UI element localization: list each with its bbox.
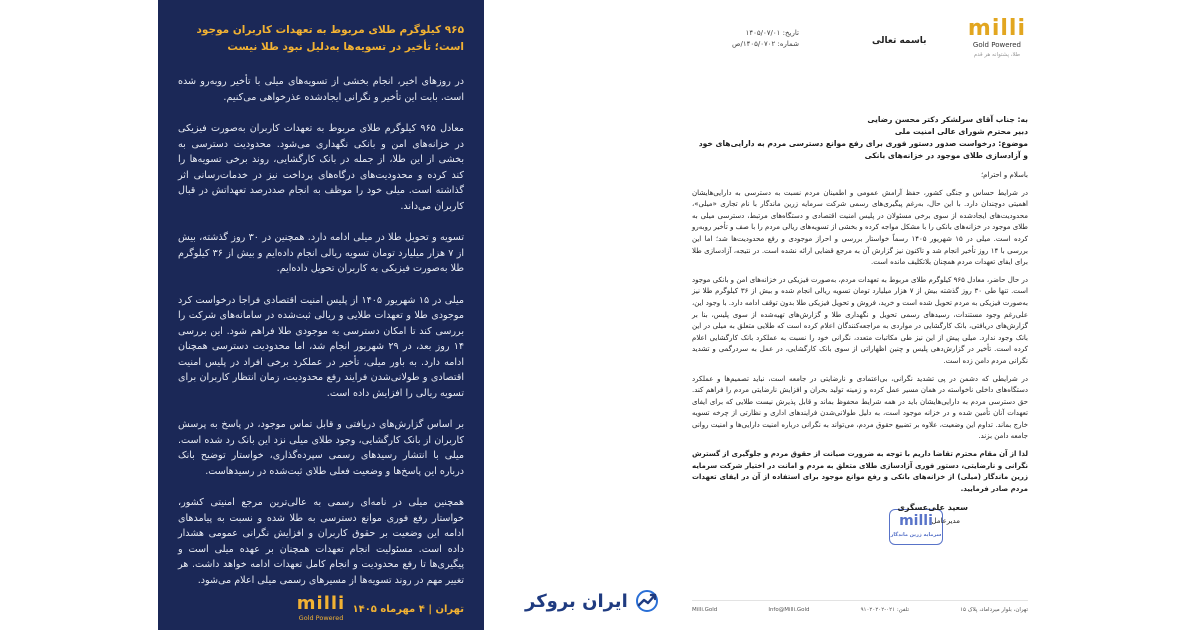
letter-meta — [732, 28, 799, 50]
signature-block — [692, 501, 1028, 553]
announcement-paragraph: میلی در ۱۵ شهریور ۱۴۰۵ از پلیس امنیت اقتصادی فراجا درخواست کرد موجودی طلا و تعهدات طلایی و ریالی ثبت‌شده در سامانه‌های شرکت را بررسی کند تا امکان دسترسی به موجودی طلا فراهم شود. این بررسی ۱۴ روز بعد، در ۲۹ شهریور انجام شد، اما محدودیت دسترسی همچنان ادامه دارد. به باور میلی، تأخیر در عملکرد برخی افراد در پلیس امنیت اقتصادی و طولانی‌شدن فرایند رفع محدودیت، زمان انتظار کاربران برای تسویه ریالی را افزایش داده است. — [178, 294, 464, 399]
logo-subtitle: Gold Powered — [972, 41, 1021, 49]
logo-subtitle: Gold Powered — [298, 614, 344, 622]
announcement-paragraph: بر اساس گزارش‌های دریافتی و قابل تماس موجود، در پاسخ به پرسش کاربران از بانک کارگشایی، وجود طلای میلی نزد این بانک رد شده است. میلی با انتشار رسیدهای رسمی سپرده‌گذاری، خواستار توضیح بانک درباره این پاسخ‌ها و وضعیت فعلی طلای ثبت‌شده در رسیدهاست. — [178, 419, 464, 477]
letter-header — [692, 16, 1028, 76]
iranbroker-brand — [525, 590, 660, 612]
stamp-mark: milli — [899, 513, 933, 530]
letter-number: شماره: ۱۴۰۵/۰۷۰۲/ص — [732, 40, 799, 48]
letter-bismillah: باسمه تعالی — [872, 36, 927, 46]
letter-recipient: به: جناب آقای سرلشکر دکتر محسن رضایی — [867, 115, 1028, 124]
letter-paragraph: در شرایط حساس و جنگی کشور، حفظ آرامش عمومی و اطمینان مردم نسبت به دسترسی به دارایی‌هایشان اهمیتی دوچندان دارد. با این حال، به‌رغم پیگیری‌های رسمی شرکت سرمایه زرین ماندگار با نام تجاری «میلی»، محدودیت‌های ایجادشده از سوی برخی مسئولان در پلیس امنیت اقتصادی و دستگاه‌های مرتبط، دسترسی میلی به طلای موجود در خزانه‌های بانکی را با مشکل مواجه کرده و بخشی از تسویه‌های ریالی مردم را با صف و تأخیر روبه‌رو کرده است. میلی در ۱۵ شهریور ۱۴۰۵ رسماً خواستار بررسی و احراز موجودی و رفع محدودیت‌ها شد؛ اما این بررسی با ۱۴ روز تأخیر انجام شد و تاکنون نیز گزارش آن به مرجع قضایی ارائه نشده است. در نتیجه، آزادسازی طلا برای ایفای تعهدات مردم همچنان بلاتکلیف مانده است. — [692, 188, 1029, 267]
announcement-date: تهران | ۴ مهرماه ۱۴۰۵ — [352, 604, 464, 615]
letter-body — [692, 170, 1028, 495]
signer-name: سعید علی‌عسگری — [897, 503, 968, 513]
stamp-text: سرمایه زرین ماندگار — [890, 532, 942, 539]
footer-website: Milli.Gold — [692, 607, 718, 613]
logo-tagline: طلا، پشتوانه هر قدم — [973, 52, 1021, 58]
letter-date: تاریخ: ۱۴۰۵/۰۷/۰۱ — [745, 29, 799, 37]
announcement-paragraph: تسویه و تحویل طلا در میلی ادامه دارد. همچنین در ۳۰ روز گذشته، بیش از ۷ هزار میلیارد تومان تسویه ریالی انجام داده‌ایم و بیش از ۳۶ کیلوگرم طلا به‌صورت فیزیکی به کاربران تحویل داده‌ایم. — [178, 232, 464, 274]
company-stamp — [889, 509, 943, 545]
signer-title: مدیرعامل — [931, 517, 960, 526]
letter-paragraph: در حال حاضر، معادل ۹۶۵ کیلوگرم طلای مربوط به تعهدات مردم، به‌صورت فیزیکی در خزانه‌های امن و بانکی موجود است. تنها طی ۳۰ روز گذشته بیش از ۷ هزار میلیارد تومان تسویه ریالی انجام شده و بیش از ۳۶ کیلوگرم طلا نیز به‌صورت فیزیکی به مردم تحویل شده است و خرید، فروش و تحویل فیزیکی طلا بدون توقف ادامه دارد. با وجود این، علی‌رغم وجود مستندات، رسیدهای رسمی تحویل و نگهداری طلا و گزارش‌های تهیه‌شده از سوی پلیس، بنا بر گزارش‌های دریافتی، بانک کارگشایی در مواردی به مراجعه‌کنندگان اعلام کرده است که طلایی متعلق به میلی در این بانک وجود ندارد. میلی پیش از این نیز طی مکاتبات متعدد، نگرانی خود را نسبت به عملکرد بانک کارگشایی اعلام کرده است. تأخیر در گزارش‌دهی پلیس و چنین اظهاراتی از سوی بانک کارگشایی، در عمل به سردرگمی و تشدید نگرانی مردم دامن زده است. — [692, 275, 1028, 365]
letter-footer — [692, 600, 1028, 613]
letter-greeting: باسلام و احترام؛ — [980, 171, 1028, 179]
letter-paragraph: لذا از آن مقام محترم تقاضا داریم با توجه به ضرورت صیانت از حقوق مردم و جلوگیری از گسترش نگرانی و نارضایتی، دستور فوری آزادسازی طلای متعلق به مردم و امانت در اختیار شرکت سرمایه زرین ماندگار (میلی) از خزانه‌های بانکی و رفع موانع موجود برای استفاده از آن در ایفای تعهدات مردم صادر فرمایید. — [692, 450, 1028, 493]
milli-logo — [158, 593, 484, 622]
logo-mark: milli — [967, 16, 1026, 41]
announcement-headline: ۹۶۵ کیلوگرم طلای مربوط به تعهدات کاربران موجود است؛ تأخیر در تسویه‌ها به‌دلیل نبود طلا نیست — [196, 24, 464, 53]
announcement-paragraph: در روزهای اخیر، انجام بخشی از تسویه‌های میلی با تأخیر روبه‌رو شده است. بابت این تأخیر و نگرانی ایجادشده عذرخواهی می‌کنیم. — [178, 76, 464, 103]
logo-mark: milli — [296, 593, 346, 614]
letter-subject: موضوع: درخواست صدور دستور فوری برای رفع موانع دسترسی مردم به دارایی‌های خود و آزادسازی طلای موجود در خزانه‌های بانکی — [698, 139, 1028, 160]
footer-email: Info@Milli.Gold — [768, 607, 810, 613]
announcement-panel — [158, 0, 484, 630]
footer-address: تهران، بلوار میرداماد، پلاک ۱۵ — [960, 607, 1028, 613]
footer-phone: تلفن: ۰۲۱-۹۱۰۲۰۲۰۲ — [860, 607, 909, 613]
letter-address-block — [692, 114, 1028, 162]
announcement-paragraph: همچنین میلی در نامه‌ای رسمی به عالی‌ترین مرجع امنیتی کشور، خواستار رفع فوری موانع دسترسی به طلا شده و نسبت به پیامدهای ادامه این وضعیت بر حقوق کاربران و افزایش نگرانی عمومی هشدار داده است. مسئولیت انجام تعهدات همچنان بر عهده میلی است و پیگیری‌ها تا رفع محدودیت و انجام کامل تعهدات ادامه خواهد داشت. هر تغییر مهم در روند تسویه‌ها از مسیرهای رسمی میلی اعلام می‌شود. — [178, 497, 464, 586]
letter-paragraph: در شرایطی که دشمن در پی تشدید نگرانی، بی‌اعتمادی و نارضایتی در جامعه است، نباید تصمیم‌ها و عملکرد دستگاه‌های داخلی ناخواسته در همان مسیر عمل کرده و زمینه تولید بحران و افزایش نارضایتی مردم را فراهم کند. حق دسترسی مردم به دارایی‌هایشان باید در همه شرایط محفوظ بماند و قابل پذیرش نیست طلایی که برای ایفای تعهدات آنان تأمین شده و در خزانه موجود است، به دلیل طولانی‌شدن فرایندهای اداری و نظارتی از چرخه تسویه خارج بماند. تداوم این وضعیت، علاوه بر تضییع حقوق مردم، می‌تواند به نگرانی درباره امنیت دارایی‌ها و امنیت روانی جامعه دامن بزند. — [692, 374, 1028, 441]
brand-name: ایران بروکر — [525, 590, 628, 612]
chart-arrow-icon — [634, 590, 660, 612]
letter-recipient-title: دبیر محترم شورای عالی امنیت ملی — [894, 127, 1028, 136]
milli-logo — [968, 16, 1026, 58]
official-letter — [670, 0, 1050, 630]
announcement-paragraph: معادل ۹۶۵ کیلوگرم طلای مربوط به تعهدات کاربران به‌صورت فیزیکی در خزانه‌های امن و بانکی نگهداری می‌شود. محدودیت دسترسی به بخشی از این طلا، از جمله در بانک کارگشایی، روند برخی تسویه‌ها را کند کرده و محدودیت‌های درگاه‌های پرداخت نیز در خدمات‌رسانی اثر گذاشته است. میلی خود را موظف به انجام صددرصد تعهداتش در قبال کاربران می‌داند. — [178, 123, 464, 212]
